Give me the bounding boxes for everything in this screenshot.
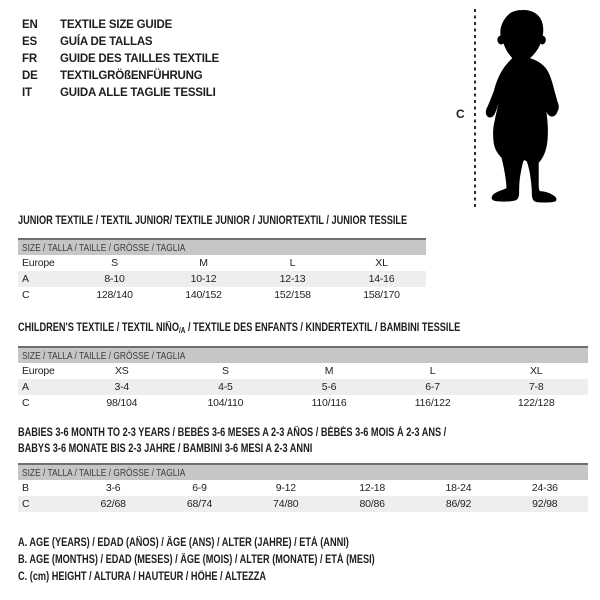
size-header-text: SIZE / TALLA / TAILLE / GRÖSSE / TAGLIA (22, 466, 186, 479)
measurement-legend (18, 537, 464, 588)
language-row-es (22, 33, 219, 50)
junior-section-title (18, 213, 504, 229)
table-cell: 80/86 (359, 498, 385, 510)
junior-table (18, 255, 426, 303)
language-row-en (22, 16, 219, 33)
language-row-it (22, 84, 219, 101)
size-header-bar (18, 238, 426, 255)
legend-line-c (18, 571, 464, 588)
legend-line-c-text: C. (cm) HEIGHT / ALTURA / HAUTEUR / HÖHE / ALTEZZA (18, 571, 267, 583)
table-cell: 140/152 (185, 289, 222, 301)
children-title-subscript: /A (178, 326, 186, 335)
table-cell: 128/140 (96, 289, 133, 301)
babies-section-title-line1: BABIES 3-6 MONTH TO 2-3 YEARS / BEBÉS 3-6 MESES A 2-3 AÑOS / BÉBÉS 3-6 MOIS À 2-3 ANS / (18, 427, 447, 439)
table-cell: 86/92 (445, 498, 472, 510)
size-header-text: SIZE / TALLA / TAILLE / GRÖSSE / TAGLIA (22, 241, 186, 254)
size-header-bar (18, 346, 588, 363)
children-size-table (18, 346, 588, 411)
row-label: C (22, 289, 30, 301)
table-row-europe (18, 255, 426, 271)
row-label: Europe (22, 365, 55, 377)
table-cell: 6-7 (425, 381, 440, 393)
table-cell: 12-13 (279, 273, 306, 285)
language-code: ES (22, 35, 37, 48)
table-cell: 5-6 (321, 381, 337, 393)
row-label: B (22, 482, 29, 494)
table-cell: XS (114, 365, 129, 377)
table-cell: 92/98 (532, 498, 558, 510)
size-header-text: SIZE / TALLA / TAILLE / GRÖSSE / TAGLIA (22, 349, 186, 362)
row-label: A (22, 273, 29, 285)
table-row-age (18, 379, 588, 395)
legend-line-b (18, 554, 464, 571)
table-cell: 8-10 (104, 273, 125, 285)
table-cell: 4-5 (218, 381, 233, 393)
language-title: TEXTILGRÖßENFÜHRUNG (60, 69, 203, 82)
legend-line-a-text: A. AGE (YEARS) / EDAD (AÑOS) / ÂGE (ANS) / ALTER (JAHRE) / ETÀ (ANNI) (18, 537, 349, 549)
table-cell: 3-4 (114, 381, 130, 393)
children-title-suffix: / TEXTILE DES ENFANTS / KINDERTEXTIL / BAMBINI TESSILE (185, 322, 461, 334)
children-title-prefix: CHILDREN'S TEXTILE / TEXTIL NIÑO (18, 322, 179, 334)
table-cell: L (289, 257, 296, 269)
table-cell: 14-16 (368, 273, 395, 285)
table-row-age-months (18, 480, 588, 496)
babies-table (18, 480, 588, 512)
table-cell: XL (529, 365, 543, 377)
language-title: GUÍA DE TALLAS (60, 35, 153, 48)
table-row-age (18, 271, 426, 287)
table-cell: 152/158 (274, 289, 311, 301)
table-row-europe (18, 363, 588, 379)
table-cell: 110/116 (311, 397, 347, 409)
row-label: C (22, 498, 30, 510)
table-row-height (18, 287, 426, 303)
table-cell: 3-6 (105, 482, 121, 494)
legend-line-a (18, 537, 464, 554)
table-cell: 6-9 (192, 482, 207, 494)
table-cell: S (221, 365, 229, 377)
table-cell: 24-36 (531, 482, 558, 494)
junior-section-title-text: JUNIOR TEXTILE / TEXTIL JUNIOR/ TEXTILE JUNIOR / JUNIORTEXTIL / JUNIOR TESSILE (18, 215, 408, 227)
table-cell: 10-12 (190, 273, 217, 285)
row-label: C (22, 397, 30, 409)
table-cell: 158/170 (363, 289, 400, 301)
table-cell: M (199, 257, 208, 269)
table-cell: L (429, 365, 436, 377)
table-cell: 7-8 (528, 381, 544, 393)
language-code: EN (22, 18, 38, 31)
children-table (18, 363, 588, 411)
row-label: Europe (22, 257, 55, 269)
children-section-title-text (18, 320, 460, 337)
language-title: GUIDA ALLE TAGLIE TESSILI (60, 86, 216, 99)
table-cell: S (111, 257, 118, 269)
language-code: FR (22, 52, 37, 65)
children-section-title (18, 320, 571, 337)
height-measure-label: C (456, 107, 465, 121)
junior-size-table (18, 238, 426, 303)
table-cell: 122/128 (517, 397, 555, 409)
table-cell: 62/68 (100, 498, 126, 510)
table-cell: 18-24 (445, 482, 472, 494)
baby-silhouette-icon (482, 7, 570, 205)
row-label: A (22, 381, 29, 393)
table-cell: M (324, 365, 334, 377)
language-row-de (22, 67, 219, 84)
table-cell: 68/74 (186, 498, 213, 510)
language-title: TEXTILE SIZE GUIDE (60, 18, 173, 31)
table-row-height (18, 496, 588, 512)
language-row-fr (22, 50, 219, 67)
legend-line-b-text: B. AGE (MONTHS) / EDAD (MESES) / ÂGE (MOIS) / ALTER (MONATE) / ETÀ (MESI) (18, 554, 375, 566)
language-code: DE (22, 69, 38, 82)
table-cell: 9-12 (275, 482, 296, 494)
babies-section-title-line2: BABYS 3-6 MONATE BIS 2-3 JAHRE / BAMBINI 3-6 MESI A 2-3 ANNI (18, 443, 313, 455)
table-cell: 104/110 (207, 397, 244, 409)
language-title-list (22, 16, 219, 101)
table-cell: 12-18 (359, 482, 386, 494)
size-header-bar (18, 463, 588, 480)
table-cell: 74/80 (273, 498, 299, 510)
babies-section-title (18, 425, 553, 457)
language-code: IT (22, 86, 32, 99)
table-cell: 116/122 (414, 397, 451, 409)
language-title: GUIDE DES TAILLES TEXTILE (60, 52, 219, 65)
table-row-height (18, 395, 588, 411)
table-cell: 98/104 (106, 397, 138, 409)
table-cell: XL (375, 257, 388, 269)
height-measure-dotted-line (474, 9, 476, 207)
babies-size-table (18, 463, 588, 512)
